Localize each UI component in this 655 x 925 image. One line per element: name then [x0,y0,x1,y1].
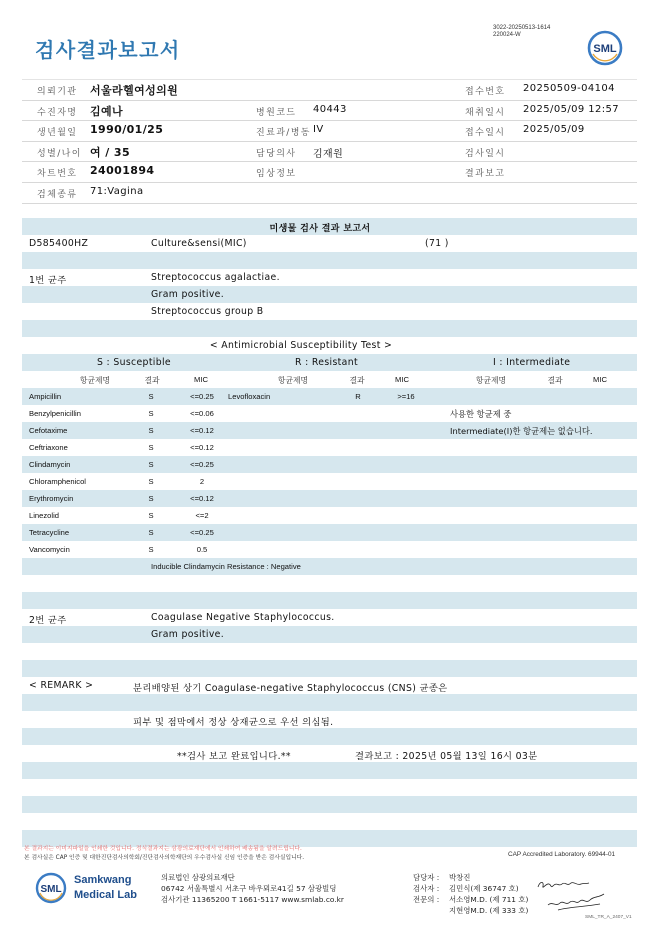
test-row [22,235,637,252]
blank-row [22,728,637,745]
isolate1-gram: Gram positive. [151,289,225,300]
collected-at-label: 채취일시 [465,107,506,118]
column-header-result: 결과 [144,376,160,385]
legend-resistant: R : Resistant [295,357,358,368]
column-header-mic: MIC [194,375,208,384]
brand-name-line2: Medical Lab [74,889,137,901]
remark-row [22,711,637,728]
info-row [22,162,637,183]
blank-row [22,320,637,337]
drug-result: S [148,426,154,435]
remark-row [22,677,637,694]
isolate-row [22,303,637,320]
ast-title-row [22,337,637,354]
ast-title: < Antimicrobial Susceptibility Test > [209,340,393,351]
clinical-info-label: 임상정보 [256,169,297,180]
drug-name: Tetracycline [29,528,70,537]
specialist2-value: 지현영M.D. (제 333 호) [449,906,529,915]
drug-name: Erythromycin [29,494,74,503]
section-title: 미생물 검사 결과 보고서 [269,224,371,234]
column-header-drug: 항균제명 [277,376,309,385]
ast-legend-row [22,354,637,371]
isolate-row [22,626,637,643]
info-row [22,142,637,163]
specialist-signature [548,894,604,910]
specialist-value: 서소영M.D. (제 711 호) [449,895,529,904]
isolate-row [22,269,637,286]
info-row [22,121,637,142]
hospital-code-value: 40443 [313,103,347,115]
blank-row [22,252,637,269]
ast-row [22,473,637,490]
accreditation-notice: 본 검사실은 CAP 인증 및 대한진단검사의학회/진단검사의학재단의 우수검사실 신임 인증을 받은 검사실입니다. [24,855,305,861]
drug-name: Benzylpenicillin [29,409,81,418]
sml-logo [587,30,623,66]
blank-row [22,643,637,660]
column-header-drug: 항균제명 [475,376,507,385]
report-completion: **검사 보고 완료입니다.** [177,751,291,762]
drug-mic: <=0.25 [190,460,214,469]
manager-label: 담당자 : [413,873,440,882]
ast-row [22,388,637,405]
blank-row [22,575,637,592]
ast-header-row [22,371,637,388]
ast-row [22,439,637,456]
blank-row [22,779,637,796]
drug-result: S [148,511,154,520]
chart-number-label: 차트번호 [37,169,78,180]
specimen-value: 71:Vagina [90,185,144,197]
drug-result: R [355,392,361,401]
column-header-result: 결과 [349,376,365,385]
chart-number-value: 24001894 [90,164,155,178]
tester-label: 검사자 : [413,884,440,893]
drug-result: S [148,477,154,486]
ast-row [22,422,637,439]
organization-contact: 검사기관 11365200 T 1661-5117 www.smlab.co.kr [161,895,344,904]
isolate2-gram: Gram positive. [151,629,225,640]
blank-row [22,592,637,609]
ast-row [22,507,637,524]
birth-date-value: 1990/01/25 [90,123,164,137]
received-at-value: 2025/05/09 [523,124,585,136]
collected-at-value: 2025/05/09 12:57 [523,103,620,115]
signature-icon [528,874,612,918]
drug-name: Cefotaxime [29,426,68,435]
drug-mic: <=0.25 [190,528,214,537]
sml-logo-icon [35,872,67,904]
drug-result: S [148,460,154,469]
column-header-drug: 항균제명 [79,376,111,385]
blank-row [22,813,637,830]
drug-mic: <=0.06 [190,409,214,418]
specimen-code: (71 ) [425,238,449,249]
ast-row [22,405,637,422]
brand-name-line1: Samkwang [74,874,132,886]
specimen-label: 검체종류 [37,189,78,200]
legend-susceptible: S : Susceptible [97,357,171,368]
completion-row [22,745,637,762]
page-title: 검사결과보고서 [35,38,181,62]
form-code: SML_TR_A_2407_V1 [585,915,632,920]
test-name: Culture&sensi(MIC) [151,238,247,249]
ast-note-line: Intermediate(I)한 항균제는 없습니다. [450,426,593,436]
tester-signature [538,882,589,887]
column-header-result: 결과 [547,376,563,385]
drug-mic: <=0.12 [190,494,214,503]
drug-result: S [148,443,154,452]
birth-date-label: 생년월일 [37,128,78,139]
drug-mic: <=0.25 [190,392,214,401]
department-label: 진료과/병동 [256,128,311,139]
isolate-row [22,609,637,626]
report-form-number: 220024-W [493,32,521,38]
samkwang-logo [35,870,145,906]
received-at-label: 접수일시 [465,128,506,139]
sex-age-value: 여 / 35 [90,145,131,159]
isolate-row [22,286,637,303]
accession-number-label: 접수번호 [465,87,506,97]
ast-row [22,541,637,558]
tested-at-label: 검사일시 [465,148,506,159]
reported-at-label: 결과보고 [465,169,506,180]
isolate1-organism: Streptococcus agalactiae. [151,272,280,283]
drug-mic: 2 [199,477,205,486]
physician-value: 김재원 [313,148,344,160]
sml-logo-text: SML [40,884,62,895]
sml-logo-icon [587,30,623,66]
blank-row [22,660,637,677]
isolate1-group: Streptococcus group B [151,306,264,317]
drug-name: Clindamycin [29,460,71,469]
blank-row [22,694,637,711]
print-notice: 본 결과지는 이미지파일을 인쇄한 것입니다. 정식결과지는 삼광의료재단에서 인쇄하여 배송됨을 알려드립니다. [24,846,302,852]
isolate1-label: 1번 균주 [29,275,67,286]
icr-row [22,558,637,575]
institution-value: 서울라헬여성의원 [90,84,179,97]
patient-info-table [22,79,637,204]
department-value: IV [313,124,324,136]
info-row [22,80,637,101]
sex-age-label: 성별/나이 [37,148,82,159]
blank-row [22,762,637,779]
physician-label: 담당의사 [256,148,297,159]
ast-row [22,524,637,541]
test-code: D585400HZ [29,238,89,249]
drug-result: S [148,409,154,418]
institution-label: 의뢰기관 [37,87,78,97]
specialist-label: 전문의 : [413,895,440,904]
organization-address: 06742 서울특별시 서초구 바우뫼로41길 57 삼광빌딩 [161,884,337,893]
drug-mic: <=0.12 [190,426,214,435]
patient-name-value: 김예나 [90,104,124,118]
drug-name: Chloramphenicol [29,477,86,486]
drug-mic: <=2 [195,511,209,520]
accession-number-value: 20250509-04104 [523,83,615,94]
remark-line: 분리배양된 상기 Coagulase-negative Staphylococcus (CNS) 균종은 [133,683,448,694]
inducible-clindamycin-resistance: Inducible Clindamycin Resistance : Negative [151,562,301,571]
ast-row [22,456,637,473]
info-row [22,101,637,122]
drug-mic: <=0.12 [190,443,214,452]
hospital-code-label: 병원코드 [256,107,297,118]
manager-value: 박창진 [449,873,471,882]
patient-name-label: 수진자명 [37,107,78,118]
drug-name: Ceftriaxone [29,443,68,452]
isolate2-organism: Coagulase Negative Staphylococcus. [151,612,335,623]
drug-result: S [148,392,154,401]
column-header-mic: MIC [593,375,607,384]
signatures [528,874,612,918]
ast-row [22,490,637,507]
drug-result: S [148,494,154,503]
report-time: 결과보고 : 2025년 05월 13일 16시 03분 [355,751,538,762]
report-reference-code: 3022-20250513-1614 [493,25,551,31]
drug-name: Linezolid [29,511,59,520]
drug-name: Vancomycin [29,545,70,554]
section-title-row [22,218,637,235]
organization-name: 의료법인 삼광의료재단 [161,873,235,882]
drug-name: Ampicillin [29,392,62,401]
remark-label: < REMARK > [29,680,94,691]
drug-result: S [148,528,154,537]
isolate2-label: 2번 균주 [29,615,67,626]
sml-logo-text: SML [593,43,617,55]
ast-note-line: 사용한 항균제 중 [450,409,512,419]
drug-mic: >=16 [397,392,415,401]
drug-result: S [148,545,154,554]
remark-line: 피부 및 점막에서 정상 상재균으로 우선 의심됨. [133,717,334,728]
info-row [22,183,637,204]
blank-row [22,796,637,813]
tester-value: 김민식(제 36747 호) [449,884,519,893]
drug-name: Levofloxacin [228,392,271,401]
legend-intermediate: I : Intermediate [493,357,571,368]
column-header-mic: MIC [395,375,409,384]
cap-accreditation: CAP Accredited Laboratory. 69944-01 [508,851,616,858]
microbiology-report [22,218,637,847]
drug-mic: 0.5 [196,545,208,554]
